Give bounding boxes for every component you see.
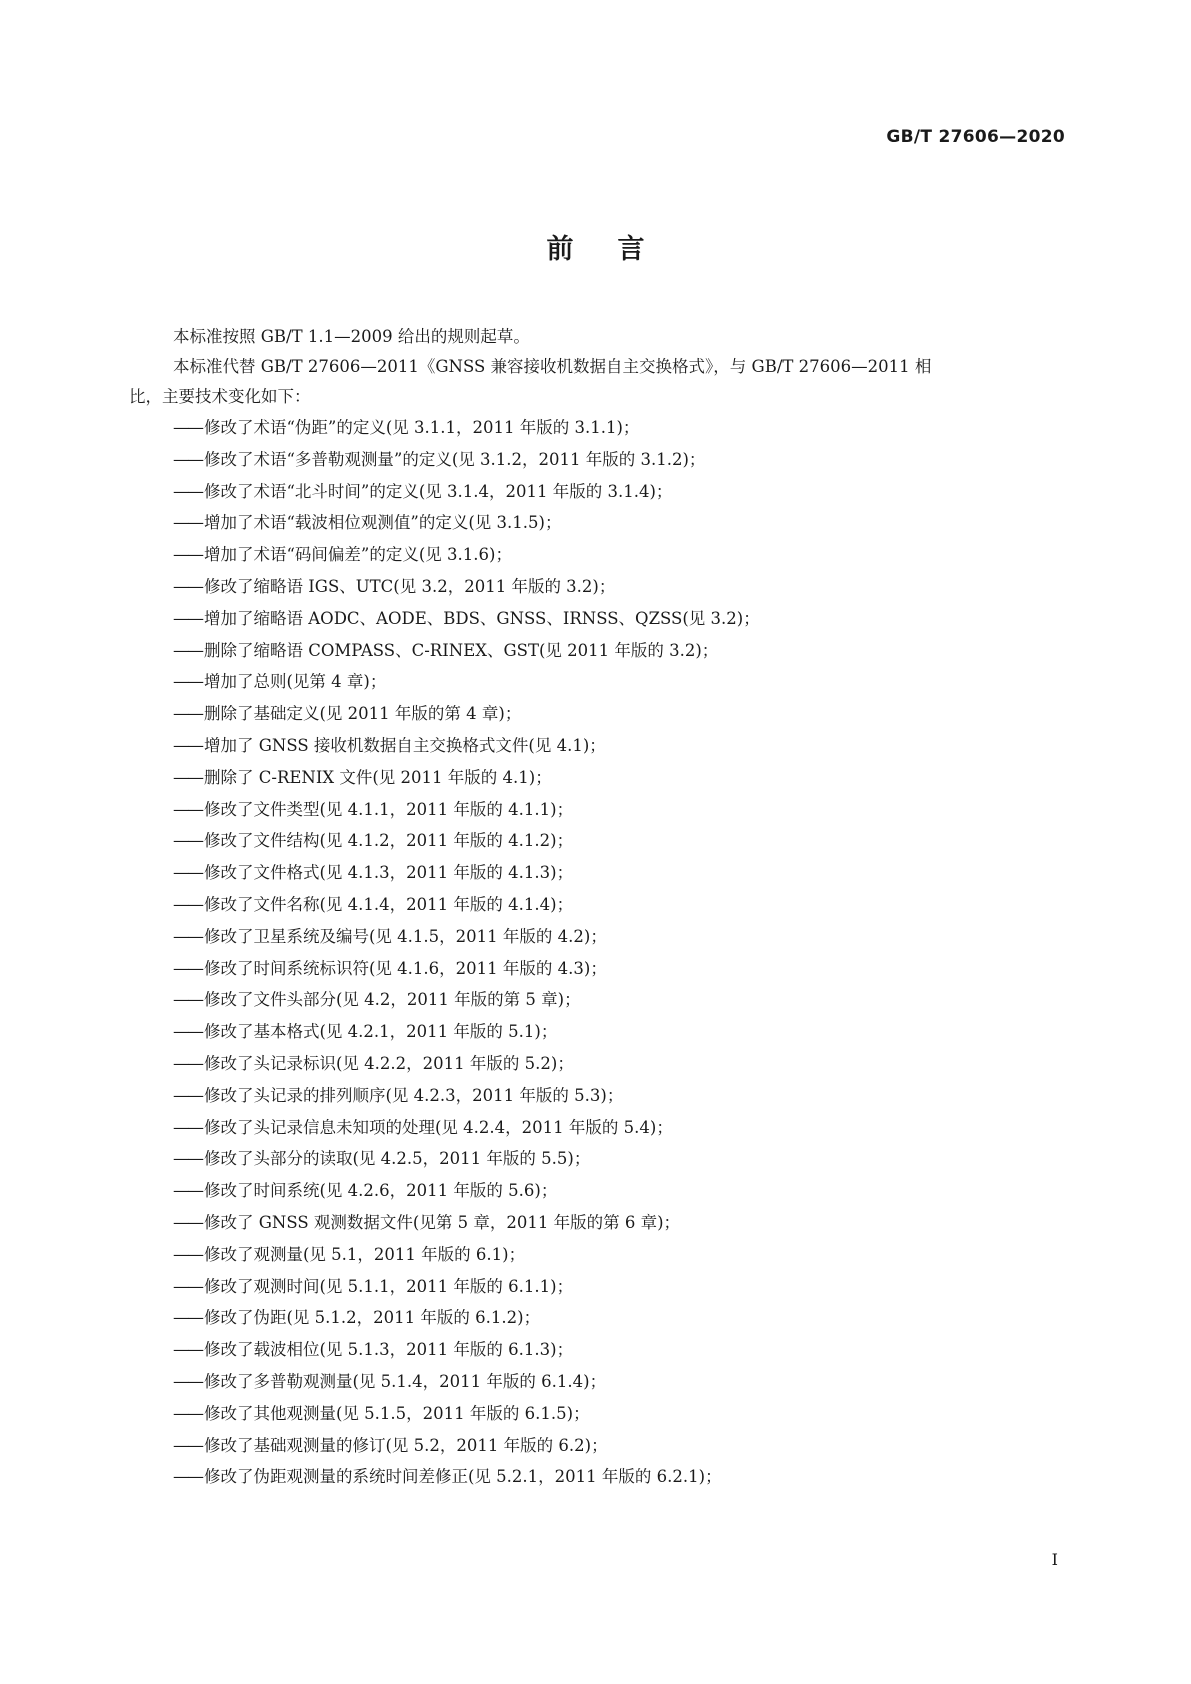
dash-marker: —— [173, 1467, 202, 1487]
change-item-text: 修改了伪距(见 5.1.2，2011 年版的 6.1.2)； [204, 1308, 541, 1328]
page-title [0, 227, 1191, 266]
change-item-text: 修改了头记录信息未知项的处理(见 4.2.4，2011 年版的 5.4)； [204, 1117, 673, 1137]
change-item-text: 修改了术语“伪距”的定义(见 3.1.1，2011 年版的 3.1.1)； [204, 418, 640, 437]
dash-marker: —— [173, 1244, 202, 1264]
replacement-paragraph-line-1: 本标准代替 GB/T 27606—2011《GNSS 兼容接收机数据自主交换格式》，与 GB/T 27606—2011 相 [173, 357, 932, 376]
change-item [129, 1048, 1063, 1080]
change-item [129, 825, 1063, 857]
change-item [129, 635, 1063, 667]
change-item-text: 修改了观测量(见 5.1，2011 年版的 6.1)； [204, 1244, 526, 1264]
change-item-text: 修改了时间系统标识符(见 4.1.6，2011 年版的 4.3)； [204, 958, 607, 978]
change-item-text: 修改了基础观测量的修订(见 5.2，2011 年版的 6.2)； [204, 1435, 608, 1455]
dash-marker: —— [173, 894, 202, 914]
change-item-text: 修改了文件头部分(见 4.2，2011 年版的第 5 章)； [204, 990, 581, 1010]
dash-marker: —— [173, 1149, 202, 1169]
change-item [129, 1430, 1063, 1462]
dash-marker: —— [173, 449, 202, 469]
dash-marker: —— [173, 1403, 202, 1423]
change-item-text: 修改了文件名称(见 4.1.4，2011 年版的 4.1.4)； [204, 894, 574, 914]
change-item [129, 857, 1063, 889]
dash-marker: —— [173, 1212, 202, 1232]
change-item [129, 794, 1063, 826]
change-item-text: 删除了缩略语 COMPASS、C-RINEX、GST(见 2011 年版的 3.2)； [204, 640, 719, 660]
dash-marker: —— [173, 1022, 202, 1042]
dash-marker: —— [173, 863, 202, 883]
dash-marker: —— [173, 1371, 202, 1391]
foreword-body [129, 322, 1063, 1493]
change-item [129, 1398, 1063, 1430]
change-item [129, 507, 1063, 539]
dash-marker: —— [173, 1053, 202, 1073]
change-item [129, 921, 1063, 953]
title-char-2: 言 [617, 234, 645, 265]
change-item-text: 修改了时间系统(见 4.2.6，2011 年版的 5.6)； [204, 1181, 558, 1201]
change-item-text: 修改了文件结构(见 4.1.2，2011 年版的 4.1.2)； [204, 831, 574, 851]
change-item-text: 修改了头记录标识(见 4.2.2，2011 年版的 5.2)； [204, 1053, 574, 1073]
dash-marker: —— [173, 576, 202, 596]
change-item [129, 1175, 1063, 1207]
change-item [129, 412, 1063, 444]
dash-marker: —— [173, 608, 202, 628]
dash-marker: —— [173, 640, 202, 660]
dash-marker: —— [173, 1340, 202, 1360]
dash-marker: —— [173, 1308, 202, 1328]
dash-marker: —— [173, 767, 202, 787]
standard-code-header: GB/T 27606—2020 [886, 127, 1065, 147]
dash-marker: —— [173, 926, 202, 946]
change-item [129, 762, 1063, 794]
change-item-text: 修改了伪距观测量的系统时间差修正(见 5.2.1，2011 年版的 6.2.1)； [204, 1467, 722, 1487]
dash-marker: —— [173, 1117, 202, 1137]
change-item [129, 539, 1063, 571]
change-item-text: 修改了头记录的排列顺序(见 4.2.3，2011 年版的 5.3)； [204, 1085, 624, 1105]
change-item-text: 修改了头部分的读取(见 4.2.5，2011 年版的 5.5)； [204, 1149, 591, 1169]
change-item-text: 增加了 GNSS 接收机数据自主交换格式文件(见 4.1)； [204, 735, 606, 755]
dash-marker: —— [173, 704, 202, 724]
dash-marker: —— [173, 672, 202, 692]
change-item [129, 571, 1063, 603]
change-item [129, 1207, 1063, 1239]
change-item [129, 1461, 1063, 1493]
change-item [129, 476, 1063, 508]
change-item-text: 增加了术语“码间偏差”的定义(见 3.1.6)； [204, 545, 512, 565]
change-item-text: 修改了卫星系统及编号(见 4.1.5，2011 年版的 4.2)； [204, 926, 607, 946]
change-item [129, 603, 1063, 635]
change-item-text: 修改了文件类型(见 4.1.1，2011 年版的 4.1.1)； [204, 799, 574, 819]
dash-marker: —— [173, 735, 202, 755]
change-item-text: 修改了基本格式(见 4.2.1，2011 年版的 5.1)； [204, 1022, 558, 1042]
change-item-text: 修改了文件格式(见 4.1.3，2011 年版的 4.1.3)； [204, 863, 574, 883]
change-item [129, 1080, 1063, 1112]
change-item-text: 修改了其他观测量(见 5.1.5，2011 年版的 6.1.5)； [204, 1403, 590, 1423]
dash-marker: —— [173, 831, 202, 851]
replacement-paragraph-line-2: 比，主要技术变化如下： [129, 387, 311, 406]
change-item [129, 889, 1063, 921]
dash-marker: —— [173, 1181, 202, 1201]
dash-marker: —— [173, 1435, 202, 1455]
change-item [129, 953, 1063, 985]
change-item [129, 1143, 1063, 1175]
intro-paragraph: 本标准按照 GB/T 1.1—2009 给出的规则起草。 [173, 327, 530, 346]
change-item-text: 修改了 GNSS 观测数据文件(见第 5 章，2011 年版的第 6 章)； [204, 1212, 681, 1232]
change-item [129, 1271, 1063, 1303]
dash-marker: —— [173, 799, 202, 819]
change-item-text: 增加了缩略语 AODC、AODE、BDS、GNSS、IRNSS、QZSS(见 3.2)； [204, 608, 760, 628]
change-item [129, 730, 1063, 762]
page-number: I [1051, 1550, 1058, 1569]
change-item-text: 修改了术语“北斗时间”的定义(见 3.1.4，2011 年版的 3.1.4)； [204, 481, 673, 501]
dash-marker: —— [173, 1085, 202, 1105]
change-item-text: 增加了总则(见第 4 章)； [204, 672, 387, 692]
title-char-1: 前 [546, 234, 574, 265]
change-item-text: 删除了 C-RENIX 文件(见 2011 年版的 4.1)； [204, 767, 552, 787]
change-item [129, 984, 1063, 1016]
change-item-text: 修改了缩略语 IGS、UTC(见 3.2，2011 年版的 3.2)； [204, 576, 616, 596]
change-item-text: 修改了载波相位(见 5.1.3，2011 年版的 6.1.3)； [204, 1340, 574, 1360]
change-item-text: 删除了基础定义(见 2011 年版的第 4 章)； [204, 704, 522, 724]
dash-marker: —— [173, 418, 202, 437]
replacement-paragraph [129, 352, 1063, 412]
change-item [129, 444, 1063, 476]
change-item [129, 1366, 1063, 1398]
dash-marker: —— [173, 481, 202, 501]
dash-marker: —— [173, 958, 202, 978]
change-item [129, 1334, 1063, 1366]
changes-list [129, 412, 1063, 1493]
dash-marker: —— [173, 513, 202, 533]
change-item-text: 修改了观测时间(见 5.1.1，2011 年版的 6.1.1)； [204, 1276, 574, 1296]
change-item [129, 666, 1063, 698]
change-item [129, 1302, 1063, 1334]
change-item [129, 1016, 1063, 1048]
change-item [129, 698, 1063, 730]
change-item [129, 1239, 1063, 1271]
change-item-text: 增加了术语“载波相位观测值”的定义(见 3.1.5)； [204, 513, 562, 533]
change-item-text: 修改了术语“多普勒观测量”的定义(见 3.1.2，2011 年版的 3.1.2)； [204, 449, 706, 469]
change-item [129, 1112, 1063, 1144]
change-item-text: 修改了多普勒观测量(见 5.1.4，2011 年版的 6.1.4)； [204, 1371, 607, 1391]
dash-marker: —— [173, 545, 202, 565]
dash-marker: —— [173, 1276, 202, 1296]
dash-marker: —— [173, 990, 202, 1010]
